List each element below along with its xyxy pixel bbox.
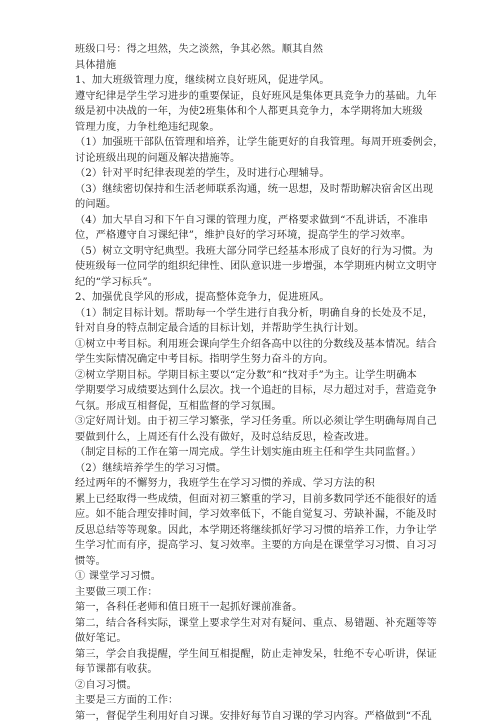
text-line: 具体措施: [75, 58, 474, 74]
text-line: （3）继续密切保持和生活老师联系沟通，统一思想，及时帮助解决宿舍区出现: [75, 182, 474, 198]
text-line: ① 课堂学习习惯。: [75, 569, 474, 585]
text-line: 讨论班级出现的问题及解决措施等。: [75, 151, 474, 167]
text-line: 1、加大班级管理力度，继续树立良好班风，促进学风。: [75, 73, 474, 89]
text-line: 主要做三项工作：: [75, 585, 474, 601]
text-line: （2）针对平时纪律表现差的学生，及时进行心理辅导。: [75, 166, 474, 182]
text-line: 使班级每一位同学的组织纪律性、团队意识进一步增强，本学期班内树立文明守: [75, 259, 474, 275]
text-line: （5）树立文明守纪典型。我班大部分同学已经基本形成了良好的行为习惯。为: [75, 244, 474, 260]
text-line: 纪的“学习标兵”。: [75, 275, 474, 291]
text-line: 第三，学会自我提醒，学生间互相提醒，防止走神发呆，牡绝不专心听讲，保证: [75, 647, 474, 663]
text-line: ①树立中考目标。利用班会课向学生介绍各高中以往的分数线及基本情况。结合: [75, 337, 474, 353]
text-line: 气氛。形成互相督促，互相监督的学习氛围。: [75, 399, 474, 415]
text-line: 每节课都有收获。: [75, 662, 474, 678]
text-line: 第一，督促学生利用好自习课。安排好每节自习课的学习内容。严格做到“不乱: [75, 709, 474, 724]
text-line: 第二，结合各科实际，课堂上要求学生对对有疑问、重点、易错题、补充题等等: [75, 616, 474, 632]
text-line: ③定好周计划。由于初三学习繁张，学习任务重。所以必须让学生明确每周自己: [75, 414, 474, 430]
text-line: 管理力度，力争杜绝违纪现象。: [75, 120, 474, 136]
text-line: 第一，各科任老师和值日班干一起抓好课前准备。: [75, 600, 474, 616]
text-line: 要做到什么，上周还有什么没有做好，及时总结反思，检查改进。: [75, 430, 474, 446]
text-line: 经过两年的不懈努力，我班学生在学习习惯的养成、学习方法的积: [75, 476, 474, 492]
text-line: 做好笔记。: [75, 631, 474, 647]
text-line: 惯等。: [75, 554, 474, 570]
text-line: 学期要学习成绩要达到什么层次。找一个追赶的目标，尽力超过对手，营造竞争: [75, 383, 474, 399]
text-line: （2）继续培养学生的学习习惯。: [75, 461, 474, 477]
text-line: 级是初中决战的一年，为使2班集体和个人都更具竞争力，本学期将加大班级: [75, 104, 474, 120]
text-line: 生学习忙而有序，提高学习、复习效率。主要的方向是在课堂学习习惯、自习习: [75, 538, 474, 554]
text-line: 2、加强优良学风的形成，提高整体竞争力，促进班风。: [75, 290, 474, 306]
text-line: 累上已经取得一些成绩，但面对初三繁重的学习，目前多数同学还不能很好的适: [75, 492, 474, 508]
text-line: 反思总结等等现象。因此，本学期还将继续抓好学习习惯的培养工作，力争让学: [75, 523, 474, 539]
text-line: 遵守纪律是学生学习进步的重要保证，良好班风是集体更具竞争力的基础。九年: [75, 89, 474, 105]
text-line: 针对自身的特点制定最合适的目标计划，并帮助学生执行计划。: [75, 321, 474, 337]
text-line: 的问题。: [75, 197, 474, 213]
text-line: 应。如不能合理安排时间，学习效率低下，不能自觉复习、劳缺补漏，不能及时: [75, 507, 474, 523]
text-line: ②树立学期目标。学期目标主要以“定分数”和“找对手”为主。让学生明确本: [75, 368, 474, 384]
text-line: 主要是三方面的工作：: [75, 693, 474, 709]
text-line: （4）加大早自习和下午自习课的管理力度，严格要求做到“不乱讲话，不准串: [75, 213, 474, 229]
text-line: 班级口号：得之坦然，失之淡然，争其必然。顺其自然: [75, 42, 474, 58]
text-line: （1）制定目标计划。帮助每一个学生进行自我分析，明确自身的长处及不足，: [75, 306, 474, 322]
text-line: 学生实际情况确定中考目标。指明学生努力奋斗的方向。: [75, 352, 474, 368]
text-line: 位，严格遵守自习课纪律”，维护良好的学习环境，提高学生的学习效率。: [75, 228, 474, 244]
text-line: ②自习习惯。: [75, 678, 474, 694]
text-line: （1）加强班干部队伍管理和培养，让学生能更好的自我管理。每周开班委例会，: [75, 135, 474, 151]
text-line: （制定目标的工作在第一周完成。学生计划实施由班主任和学生共同监督。）: [75, 445, 474, 461]
